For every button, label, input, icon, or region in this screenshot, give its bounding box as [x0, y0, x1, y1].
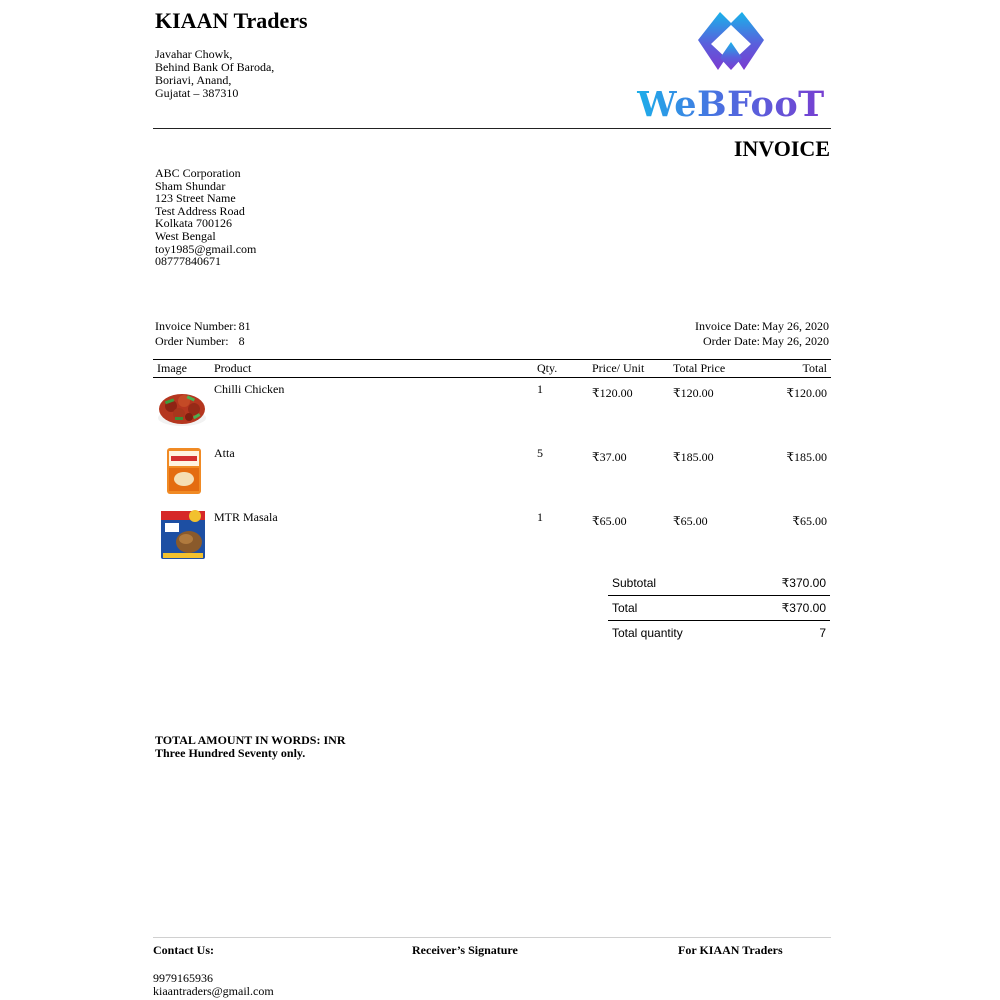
header-product: Product — [210, 360, 533, 378]
bill-to-line: Test Address Road — [155, 203, 245, 218]
address-line: Gujatat – 387310 — [155, 86, 239, 100]
bill-to-line: ABC Corporation — [155, 166, 241, 180]
product-price: ₹37.00 — [592, 450, 627, 464]
product-total-price: ₹120.00 — [673, 386, 714, 400]
product-total-price: ₹185.00 — [673, 450, 714, 464]
invoice-number-value: 81 — [238, 319, 251, 333]
product-image-cell — [153, 442, 210, 506]
logo-wordmark: WeBFooT — [630, 84, 832, 125]
chilli-chicken-image — [157, 382, 207, 432]
bill-to-address — [155, 167, 256, 268]
product-image-cell — [153, 378, 210, 443]
atta-pack-image — [157, 446, 207, 496]
total-label: Total — [608, 596, 741, 621]
items-table — [153, 359, 831, 570]
bill-to-email[interactable]: toy1985@gmail.com — [155, 241, 257, 256]
total-quantity-value: 7 — [741, 621, 830, 646]
subtotal-label: Subtotal — [612, 576, 657, 590]
for-company-label: For KIAAN Traders — [678, 943, 783, 957]
invoice-number-row — [155, 319, 251, 334]
header-qty: Qty. — [533, 360, 588, 378]
product-qty: 5 — [537, 446, 543, 460]
invoice-meta-left — [155, 319, 251, 348]
header-image: Image — [153, 360, 210, 378]
table-header-row — [153, 360, 831, 378]
total-row — [608, 596, 830, 621]
order-number-label: Order Number: — [155, 333, 229, 348]
webfoot-logo-icon — [630, 10, 832, 80]
product-name: Chilli Chicken — [214, 382, 285, 396]
order-date-row — [580, 334, 829, 349]
bill-to-line: Kolkata 700126 — [155, 216, 232, 231]
table-row — [153, 378, 831, 443]
address-line: Boriavi, Anand, — [155, 73, 232, 87]
product-total: ₹185.00 — [786, 450, 827, 464]
contact-us-label: Contact Us: — [153, 943, 214, 957]
subtotal-value: ₹370.00 — [781, 576, 826, 590]
totals-table — [608, 571, 830, 645]
product-image-cell — [153, 506, 210, 570]
product-name: MTR Masala — [214, 510, 278, 524]
bill-to-phone: 08777840671 — [155, 254, 221, 269]
product-qty: 1 — [537, 382, 543, 396]
table-row — [153, 506, 831, 570]
invoice-number-label: Invoice Number: — [155, 319, 237, 333]
order-date-label: Order Date: — [703, 333, 760, 348]
address-line: Javahar Chowk, — [155, 47, 233, 61]
product-total-price: ₹65.00 — [673, 514, 708, 528]
order-number-value: 8 — [238, 333, 245, 348]
table-row — [153, 442, 831, 506]
product-qty: 1 — [537, 510, 543, 524]
contact-email[interactable]: kiaantraders@gmail.com — [153, 984, 274, 998]
header-total-price: Total Price — [669, 360, 751, 378]
product-price: ₹65.00 — [592, 514, 627, 528]
header-divider — [153, 128, 831, 129]
bill-to-line: 123 Street Name — [155, 191, 236, 206]
footer-divider — [153, 937, 831, 938]
order-date-value: May 26, 2020 — [762, 333, 829, 348]
bill-to-line: Sham Shundar — [155, 178, 226, 193]
invoice-meta-right — [580, 319, 829, 348]
amount-in-words-value: Three Hundred Seventy only. — [155, 746, 306, 760]
company-logo — [630, 10, 832, 125]
invoice-date-value: May 26, 2020 — [762, 319, 829, 333]
header-price: Price/ Unit — [588, 360, 669, 378]
total-value: ₹370.00 — [741, 596, 830, 621]
total-quantity-label: Total quantity — [608, 621, 741, 646]
bill-to-line: West Bengal — [155, 228, 216, 243]
receiver-signature-label: Receiver’s Signature — [412, 943, 518, 957]
header-total: Total — [751, 360, 831, 378]
invoice-date-label: Invoice Date: — [695, 319, 760, 333]
subtotal-row — [608, 571, 830, 596]
amount-in-words-label: TOTAL AMOUNT IN WORDS: INR — [155, 733, 346, 747]
contact-info — [153, 972, 274, 998]
mtr-masala-pack-image — [157, 510, 207, 560]
product-total: ₹65.00 — [792, 514, 827, 528]
contact-phone: 9979165936 — [153, 971, 213, 985]
product-price: ₹120.00 — [592, 386, 633, 400]
company-address — [155, 48, 274, 100]
invoice-date-row — [580, 319, 829, 334]
product-total: ₹120.00 — [786, 386, 827, 400]
company-name: KIAAN Traders — [155, 8, 308, 33]
address-line: Behind Bank Of Baroda, — [155, 60, 275, 74]
document-title: INVOICE — [733, 136, 830, 161]
total-quantity-row — [608, 621, 830, 646]
order-number-row — [155, 334, 251, 349]
amount-in-words — [155, 734, 345, 760]
product-name: Atta — [214, 446, 235, 460]
